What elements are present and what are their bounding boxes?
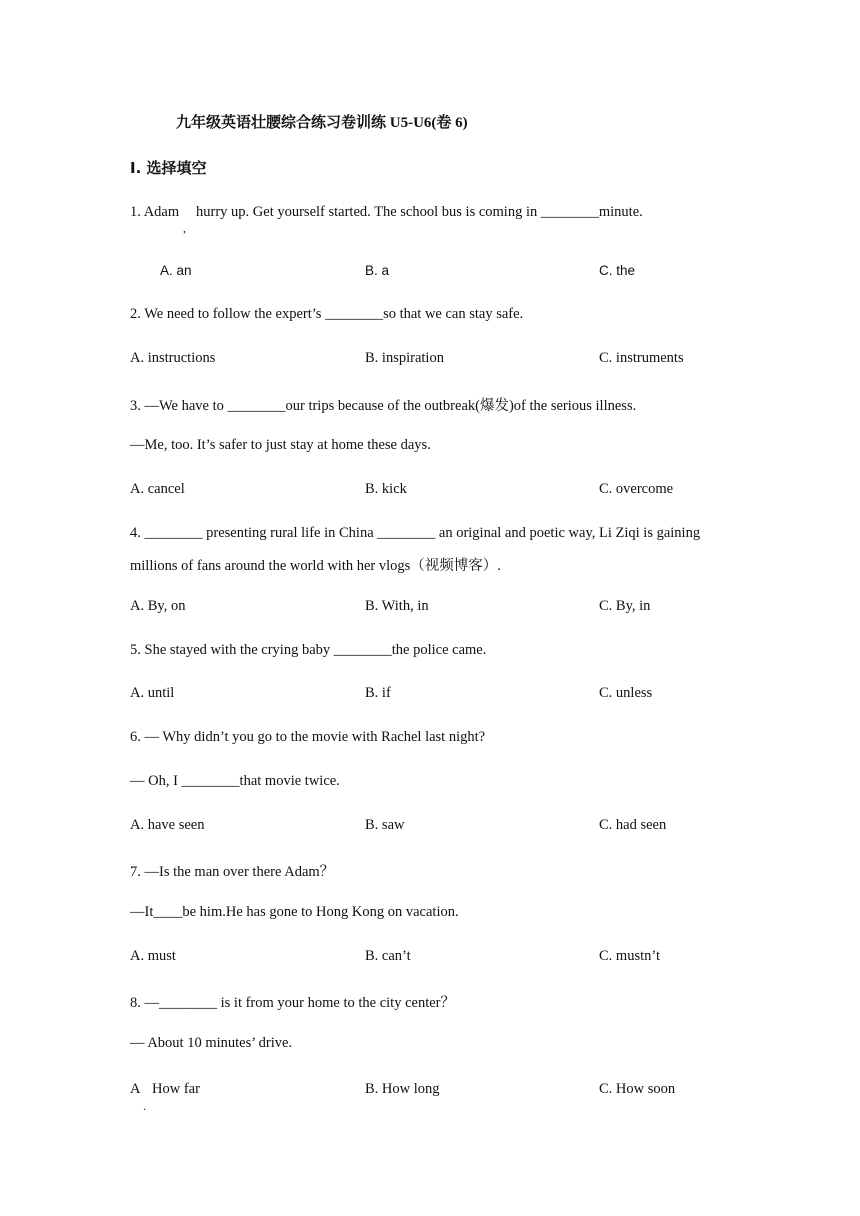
question-3-option-b: B. kick <box>365 481 407 497</box>
question-6-reply: — Oh, I ________that movie twice. <box>130 773 340 789</box>
question-5-option-c: C. unless <box>599 685 653 701</box>
question-1-comma: , <box>183 221 186 235</box>
question-7-option-c: C. mustn’t <box>599 948 660 964</box>
question-1-stem-name: 1. Adam <box>130 204 180 220</box>
question-8-option-a-letter: A <box>130 1081 141 1097</box>
question-7-stem: 7. —Is the man over there Adam？ <box>130 864 335 880</box>
question-3-stem: 3. —We have to ________our trips because of the outbreak(爆发)of the serious illness. <box>130 398 637 414</box>
question-5-stem: 5. She stayed with the crying baby ________the police came. <box>130 642 487 658</box>
question-2-option-a: A. instructions <box>130 350 216 366</box>
question-1-option-c: C. the <box>599 263 636 278</box>
question-4-option-a: A. By, on <box>130 598 186 614</box>
question-3-option-a: A. cancel <box>130 481 185 497</box>
question-6-option-a: A. have seen <box>130 817 205 833</box>
question-3-reply: —Me, too. It’s safer to just stay at home these days. <box>130 437 431 453</box>
question-4-option-c: C. By, in <box>599 598 651 614</box>
question-8-option-a: How far <box>152 1081 200 1097</box>
question-4-stem-continued: millions of fans around the world with her vlogs（视频博客）. <box>130 558 501 574</box>
question-3-option-c: C. overcome <box>599 481 674 497</box>
question-7-option-a: A. must <box>130 948 176 964</box>
question-8-option-a-dot: . <box>143 1099 146 1113</box>
question-8-option-c: C. How soon <box>599 1081 676 1097</box>
question-8-option-b: B. How long <box>365 1081 440 1097</box>
question-5-option-b: B. if <box>365 685 391 701</box>
question-6-option-b: B. saw <box>365 817 405 833</box>
page-title: 九年级英语壮腰综合练习卷训练 U5-U6(卷 6) <box>176 115 468 131</box>
question-4-stem: 4. ________ presenting rural life in China ________ an original and poetic way, Li Ziqi is gaining <box>130 525 701 541</box>
section-heading: I. 选择填空 <box>130 159 207 177</box>
question-1-option-b: B. a <box>365 263 390 278</box>
question-2-option-b: B. inspiration <box>365 350 444 366</box>
question-2-stem: 2. We need to follow the expert’s ________so that we can stay safe. <box>130 306 524 322</box>
question-8-stem: 8. —________ is it from your home to the city center？ <box>130 995 455 1011</box>
question-8-reply: — About 10 minutes’ drive. <box>130 1035 293 1051</box>
question-1-stem: hurry up. Get yourself started. The school bus is coming in ________minute. <box>196 204 643 220</box>
question-7-option-b: B. can’t <box>365 948 411 964</box>
question-6-stem: 6. — Why didn’t you go to the movie with Rachel last night? <box>130 729 486 745</box>
question-2-option-c: C. instruments <box>599 350 684 366</box>
question-1-option-a: A. an <box>160 263 192 278</box>
question-6-option-c: C. had seen <box>599 817 667 833</box>
question-5-option-a: A. until <box>130 685 175 701</box>
question-4-option-b: B. With, in <box>365 598 429 614</box>
question-7-reply: —It____be him.He has gone to Hong Kong on vacation. <box>130 904 459 920</box>
